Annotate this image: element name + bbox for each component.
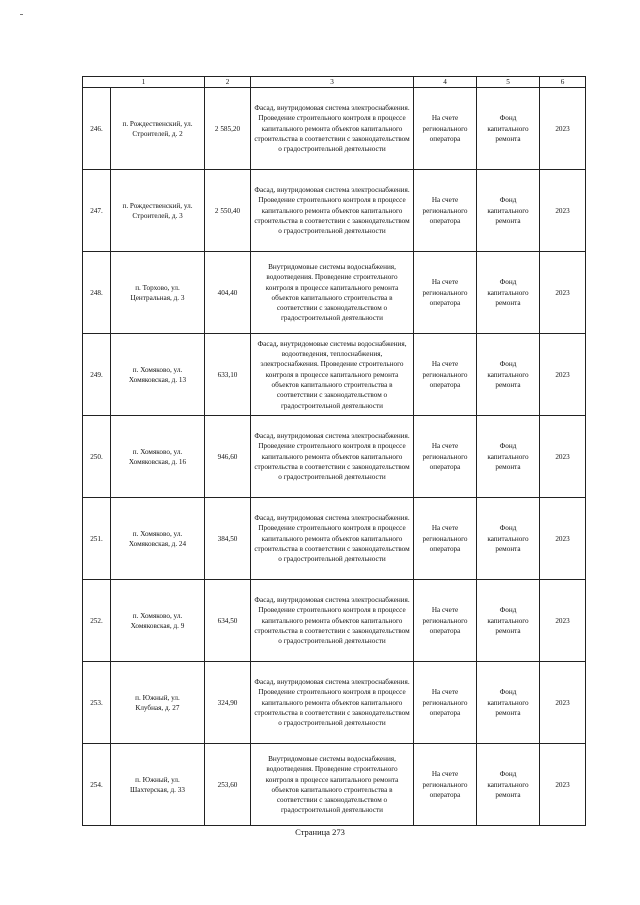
funding-source-cell: Фонд капитального ремонта: [477, 334, 540, 416]
fund-formation-cell: На счете регионального оператора: [414, 334, 477, 416]
works-description-cell: Фасад, внутридомовые системы водоснабжения, водоотведения, теплоснабжения, электроснабжения. Проведение строительного контроля в процессе капитального ремонта объектов капитального строительства в соответствии с законодательством о градостроительной деятельности: [251, 334, 414, 416]
cost-cell: 384,50: [205, 498, 251, 580]
row-number: 249.: [83, 334, 111, 416]
table-row: [83, 170, 586, 252]
page-number: Страница 273: [295, 827, 345, 837]
table-row: [83, 744, 586, 826]
works-description-cell: Фасад, внутридомовая система электроснабжения. Проведение строительного контроля в процессе капитального ремонта объектов капитального строительства в соответствии с законодательством о градостроительной деятельности: [251, 498, 414, 580]
row-number: 248.: [83, 252, 111, 334]
address-cell: п. Рождественский, ул. Строителей, д. 2: [111, 88, 205, 170]
table-row: [83, 88, 586, 170]
address-cell: п. Хомяково, ул. Хомяковская, д. 9: [111, 580, 205, 662]
fund-formation-cell: На счете регионального оператора: [414, 744, 477, 826]
year-cell: 2023: [540, 498, 586, 580]
column-number-5: 5: [477, 77, 540, 88]
row-number: 246.: [83, 88, 111, 170]
cost-cell: 634,50: [205, 580, 251, 662]
row-number: 252.: [83, 580, 111, 662]
column-number-1: 1: [83, 77, 205, 88]
row-number: 251.: [83, 498, 111, 580]
cost-cell: 633,10: [205, 334, 251, 416]
fund-formation-cell: На счете регионального оператора: [414, 662, 477, 744]
column-number-3: 3: [251, 77, 414, 88]
funding-source-cell: Фонд капитального ремонта: [477, 498, 540, 580]
table-row: [83, 580, 586, 662]
year-cell: 2023: [540, 252, 586, 334]
fund-formation-cell: На счете регионального оператора: [414, 498, 477, 580]
table-row: [83, 334, 586, 416]
funding-source-cell: Фонд капитального ремонта: [477, 252, 540, 334]
table-row: [83, 252, 586, 334]
row-number: 254.: [83, 744, 111, 826]
year-cell: 2023: [540, 170, 586, 252]
year-cell: 2023: [540, 416, 586, 498]
table-row: [83, 662, 586, 744]
cost-cell: 404,40: [205, 252, 251, 334]
address-cell: п. Торхово, ул. Центральная, д. 3: [111, 252, 205, 334]
works-description-cell: Фасад, внутридомовая система электроснабжения. Проведение строительного контроля в процессе капитального ремонта объектов капитального строительства в соответствии с законодательством о градостроительной деятельности: [251, 416, 414, 498]
year-cell: 2023: [540, 334, 586, 416]
works-description-cell: Фасад, внутридомовая система электроснабжения. Проведение строительного контроля в процессе капитального ремонта объектов капитального строительства в соответствии с законодательством о градостроительной деятельности: [251, 88, 414, 170]
fund-formation-cell: На счете регионального оператора: [414, 88, 477, 170]
column-number-6: 6: [540, 77, 586, 88]
fund-formation-cell: На счете регионального оператора: [414, 416, 477, 498]
funding-source-cell: Фонд капитального ремонта: [477, 88, 540, 170]
funding-source-cell: Фонд капитального ремонта: [477, 744, 540, 826]
header-row: [83, 77, 586, 88]
address-cell: п. Рождественский, ул. Строителей, д. 3: [111, 170, 205, 252]
address-cell: п. Южный, ул. Шахтерская, д. 33: [111, 744, 205, 826]
funding-source-cell: Фонд капитального ремонта: [477, 580, 540, 662]
address-cell: п. Хомяково, ул. Хомяковская, д. 16: [111, 416, 205, 498]
works-description-cell: Фасад, внутридомовая система электроснабжения. Проведение строительного контроля в процессе капитального ремонта объектов капитального строительства в соответствии с законодательством о градостроительной деятельности: [251, 580, 414, 662]
funding-source-cell: Фонд капитального ремонта: [477, 416, 540, 498]
table-row: [83, 498, 586, 580]
fund-formation-cell: На счете регионального оператора: [414, 580, 477, 662]
scan-speck: [20, 14, 23, 15]
works-description-cell: Фасад, внутридомовая система электроснабжения. Проведение строительного контроля в процессе капитального ремонта объектов капитального строительства в соответствии с законодательством о градостроительной деятельности: [251, 170, 414, 252]
fund-formation-cell: На счете регионального оператора: [414, 252, 477, 334]
works-description-cell: Внутридомовые системы водоснабжения, водоотведения. Проведение строительного контроля в процессе капитального ремонта объектов капитального строительства в соответствии с законодательством о градостроительной деятельности: [251, 744, 414, 826]
fund-formation-cell: На счете регионального оператора: [414, 170, 477, 252]
cost-cell: 324,90: [205, 662, 251, 744]
address-cell: п. Южный, ул. Клубная, д. 27: [111, 662, 205, 744]
address-cell: п. Хомяково, ул. Хомяковская, д. 24: [111, 498, 205, 580]
row-number: 250.: [83, 416, 111, 498]
works-description-cell: Фасад, внутридомовая система электроснабжения. Проведение строительного контроля в процессе капитального ремонта объектов капитального строительства в соответствии с законодательством о градостроительной деятельности: [251, 662, 414, 744]
cost-cell: 946,60: [205, 416, 251, 498]
address-cell: п. Хомяково, ул. Хомяковская, д. 13: [111, 334, 205, 416]
cost-cell: 2 550,40: [205, 170, 251, 252]
column-number-4: 4: [414, 77, 477, 88]
year-cell: 2023: [540, 88, 586, 170]
row-number: 253.: [83, 662, 111, 744]
row-number: 247.: [83, 170, 111, 252]
cost-cell: 2 585,20: [205, 88, 251, 170]
works-description-cell: Внутридомовые системы водоснабжения, водоотведения. Проведение строительного контроля в процессе капитального ремонта объектов капитального строительства в соответствии с законодательством о градостроительной деятельности: [251, 252, 414, 334]
table-row: [83, 416, 586, 498]
year-cell: 2023: [540, 744, 586, 826]
cost-cell: 253,60: [205, 744, 251, 826]
funding-source-cell: Фонд капитального ремонта: [477, 170, 540, 252]
year-cell: 2023: [540, 580, 586, 662]
register-table: [82, 76, 586, 826]
year-cell: 2023: [540, 662, 586, 744]
column-number-2: 2: [205, 77, 251, 88]
funding-source-cell: Фонд капитального ремонта: [477, 662, 540, 744]
